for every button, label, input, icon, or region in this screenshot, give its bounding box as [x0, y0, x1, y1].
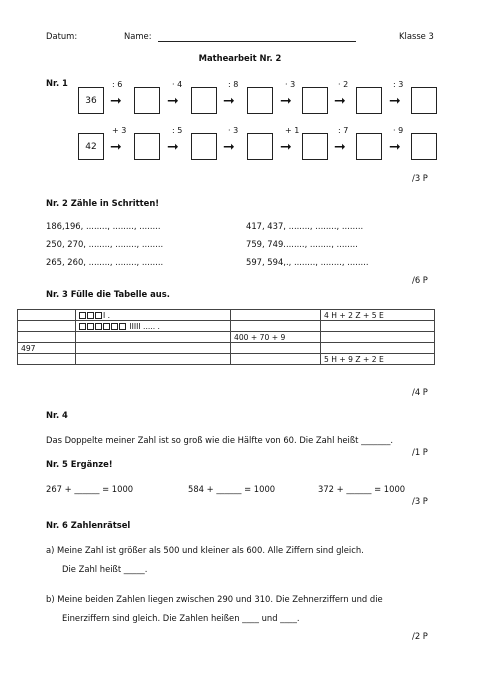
riddle-b-line2: Einerziffern sind gleich. Die Zahlen heißen ____ und ____.: [62, 613, 300, 623]
table-row: [18, 354, 435, 365]
answer-box[interactable]: [411, 133, 437, 160]
answer-box[interactable]: [134, 87, 160, 114]
operator: : 5: [172, 126, 183, 135]
operator: · 3: [285, 80, 296, 89]
hundred-square-icon: [95, 323, 102, 330]
operator: + 3: [112, 126, 127, 135]
start-box-row1: [78, 87, 104, 114]
answer-box[interactable]: [356, 87, 382, 114]
operator: : 8: [228, 80, 239, 89]
operator: · 3: [228, 126, 239, 135]
hundred-square-icon: [87, 312, 94, 319]
answer-box[interactable]: [356, 133, 382, 160]
start-value-row1: 36: [85, 95, 97, 106]
hundred-square-icon: [79, 312, 86, 319]
table-cell[interactable]: [231, 310, 321, 321]
table-cell[interactable]: [18, 354, 76, 365]
task4-text: Das Doppelte meiner Zahl ist so groß wie die Hälfte von 60. Die Zahl heißt _______.: [46, 435, 394, 445]
hundred-square-icon: [87, 323, 94, 330]
table-cell[interactable]: [18, 321, 76, 332]
table-cell[interactable]: [231, 354, 321, 365]
task3-points: /4 P: [412, 387, 428, 397]
sequence-item: 265, 260, ........, ........, ........: [46, 257, 164, 267]
table-cell[interactable]: [76, 354, 231, 365]
task5-label: Nr. 5 Ergänze!: [46, 459, 113, 469]
table-cell[interactable]: [231, 321, 321, 332]
table-cell[interactable]: [231, 343, 321, 354]
arrow-right-icon: ➞: [110, 93, 122, 109]
table-cell: [76, 321, 231, 332]
sequence-item: 759, 749........, ........, ........: [246, 239, 358, 249]
sequence-item: 250, 270, ........, ........, ........: [46, 239, 164, 249]
equation-item: 372 + ______ = 1000: [318, 484, 406, 494]
table-row: [18, 332, 435, 343]
operator: · 2: [338, 80, 349, 89]
tally-text: I .: [103, 310, 111, 320]
riddle-a-line2: Die Zahl heißt _____.: [62, 564, 148, 574]
arrow-right-icon: ➞: [389, 139, 401, 155]
task6-label: Nr. 6 Zahlenrätsel: [46, 520, 131, 530]
answer-box[interactable]: [247, 133, 273, 160]
table-cell: 497: [18, 343, 76, 354]
task6-points: /2 P: [412, 631, 428, 641]
table-cell[interactable]: [76, 343, 231, 354]
answer-box[interactable]: [302, 133, 328, 160]
task4-points: /1 P: [412, 447, 428, 457]
start-value-row2: 42: [85, 141, 97, 152]
answer-box[interactable]: [191, 133, 217, 160]
task3-label: Nr. 3 Fülle die Tabelle aus.: [46, 289, 170, 299]
operator: + 1: [285, 126, 300, 135]
name-label: Name:: [124, 31, 152, 41]
riddle-a-line1: a) Meine Zahl ist größer als 500 und kleiner als 600. Alle Ziffern sind gleich.: [46, 545, 364, 555]
task1-label: Nr. 1: [46, 78, 68, 88]
table-row: [18, 343, 435, 354]
page-title: Mathearbeit Nr. 2: [198, 53, 282, 63]
arrow-right-icon: ➞: [334, 93, 346, 109]
start-box-row2: [78, 133, 104, 160]
table-cell[interactable]: [321, 332, 435, 343]
answer-box[interactable]: [134, 133, 160, 160]
table-cell[interactable]: [76, 332, 231, 343]
arrow-right-icon: ➞: [334, 139, 346, 155]
table-cell: 4 H + 2 Z + 5 E: [321, 310, 435, 321]
name-field-line: [158, 41, 356, 42]
table-cell[interactable]: [321, 321, 435, 332]
arrow-right-icon: ➞: [223, 139, 235, 155]
table-cell: 400 + 70 + 9: [231, 332, 321, 343]
answer-box[interactable]: [302, 87, 328, 114]
riddle-b-line1: b) Meine beiden Zahlen liegen zwischen 290 und 310. Die Zehnerziffern und die: [46, 594, 383, 604]
sequence-item: 597, 594,., ........, ........, ........: [246, 257, 369, 267]
sequence-item: 417, 437, ........, ........, ........: [246, 221, 364, 231]
task4-label: Nr. 4: [46, 410, 68, 420]
task5-points: /3 P: [412, 496, 428, 506]
class-label: Klasse 3: [399, 31, 434, 41]
number-table: [17, 309, 435, 365]
equation-item: 584 + ______ = 1000: [188, 484, 276, 494]
arrow-right-icon: ➞: [167, 93, 179, 109]
answer-box[interactable]: [411, 87, 437, 114]
hundred-square-icon: [95, 312, 102, 319]
table-row: [18, 310, 435, 321]
hundred-square-icon: [79, 323, 86, 330]
arrow-right-icon: ➞: [280, 139, 292, 155]
table-cell: [76, 310, 231, 321]
arrow-right-icon: ➞: [223, 93, 235, 109]
operator: : 6: [112, 80, 123, 89]
arrow-right-icon: ➞: [167, 139, 179, 155]
hundred-square-icon: [111, 323, 118, 330]
equation-item: 267 + ______ = 1000: [46, 484, 134, 494]
operator: · 4: [172, 80, 183, 89]
table-cell[interactable]: [18, 310, 76, 321]
task2-label: Nr. 2 Zähle in Schritten!: [46, 198, 160, 208]
arrow-right-icon: ➞: [280, 93, 292, 109]
operator: : 3: [393, 80, 404, 89]
arrow-right-icon: ➞: [389, 93, 401, 109]
table-cell[interactable]: [321, 343, 435, 354]
hundred-square-icon: [119, 323, 126, 330]
operator: : 7: [338, 126, 349, 135]
tally-text: IIIII ..... .: [129, 321, 160, 331]
task1-points: /3 P: [412, 173, 428, 183]
table-cell[interactable]: [18, 332, 76, 343]
answer-box[interactable]: [247, 87, 273, 114]
hundred-square-icon: [103, 323, 110, 330]
date-label: Datum:: [46, 31, 78, 41]
task2-points: /6 P: [412, 275, 428, 285]
arrow-right-icon: ➞: [110, 139, 122, 155]
table-row: [18, 321, 435, 332]
answer-box[interactable]: [191, 87, 217, 114]
operator: · 9: [393, 126, 404, 135]
sequence-item: 186,196, ........, ........, ........: [46, 221, 161, 231]
table-cell: 5 H + 9 Z + 2 E: [321, 354, 435, 365]
